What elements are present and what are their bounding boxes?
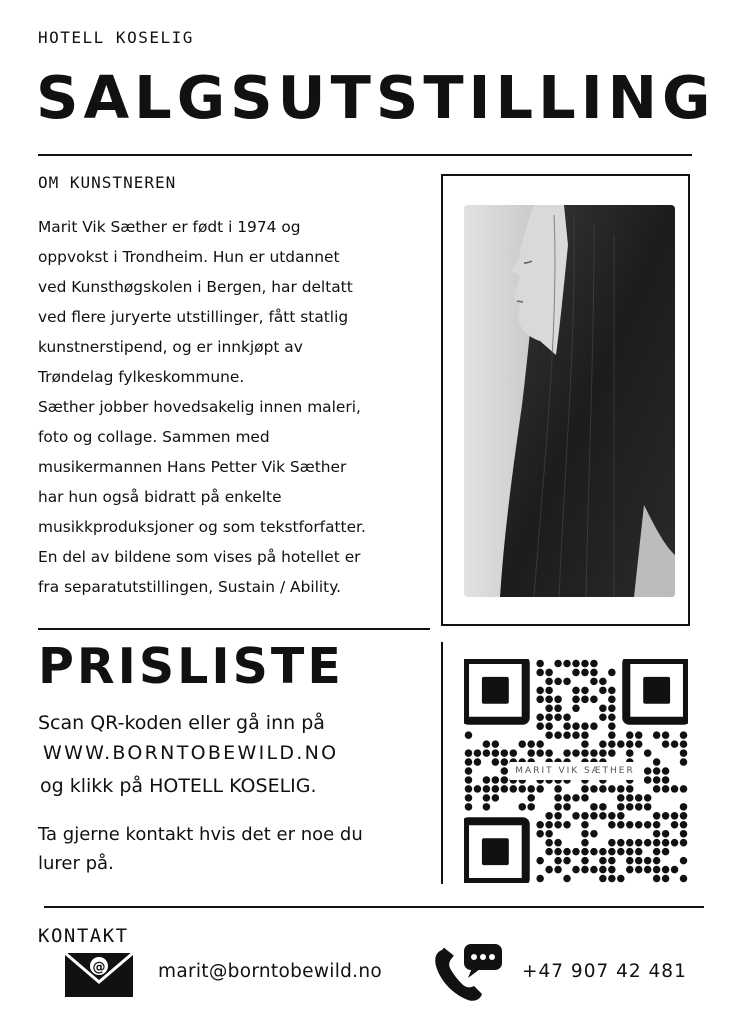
qr-module — [644, 866, 652, 874]
qr-module — [635, 731, 643, 739]
qr-module — [671, 812, 679, 820]
qr-module — [653, 767, 661, 775]
qr-module — [581, 687, 589, 695]
qr-module — [492, 740, 500, 748]
qr-module — [465, 794, 473, 802]
qr-caption: MARIT VIK SÆTHER — [510, 762, 640, 780]
qr-module — [581, 740, 589, 748]
qr-module — [563, 848, 571, 856]
qr-module — [590, 696, 598, 704]
artist-section-label: OM KUNSTNEREN — [38, 173, 177, 192]
qr-module — [545, 687, 553, 695]
qr-module — [563, 731, 571, 739]
qr-module — [545, 696, 553, 704]
qr-module — [608, 812, 616, 820]
qr-module — [680, 731, 688, 739]
qr-module — [653, 731, 661, 739]
qr-module — [545, 812, 553, 820]
qr-module — [653, 866, 661, 874]
qr-module — [581, 731, 589, 739]
qr-module — [599, 848, 607, 856]
qr-module — [680, 839, 688, 847]
qr-module — [662, 812, 670, 820]
qr-module — [635, 794, 643, 802]
qr-module — [563, 713, 571, 721]
qr-module — [680, 830, 688, 838]
qr-module — [581, 669, 589, 677]
website-link[interactable]: WWW.BORNTOBEWILD.NO — [43, 742, 339, 764]
qr-module — [563, 722, 571, 730]
qr-module — [545, 848, 553, 856]
qr-module — [563, 857, 571, 865]
qr-module — [536, 696, 544, 704]
qr-module — [653, 776, 661, 784]
qr-module — [581, 848, 589, 856]
qr-module — [626, 803, 634, 811]
qr-module — [483, 785, 491, 793]
qr-module — [554, 696, 562, 704]
qr-module — [662, 731, 670, 739]
qr-finder-inner — [643, 677, 670, 704]
qr-module — [617, 740, 625, 748]
qr-module — [590, 803, 598, 811]
qr-module — [581, 696, 589, 704]
phone-chat-icon — [434, 944, 504, 1002]
qr-module — [626, 848, 634, 856]
qr-module — [653, 857, 661, 865]
qr-module — [662, 785, 670, 793]
qr-module — [599, 857, 607, 865]
qr-module — [554, 731, 562, 739]
qr-module — [626, 857, 634, 865]
qr-module — [572, 794, 580, 802]
qr-module — [518, 740, 526, 748]
qr-module — [581, 830, 589, 838]
qr-module — [563, 749, 571, 757]
qr-module — [617, 839, 625, 847]
qr-module — [644, 821, 652, 829]
qr-module — [662, 866, 670, 874]
qr-module — [608, 687, 616, 695]
qr-module — [554, 713, 562, 721]
qr-module — [590, 785, 598, 793]
qr-module — [608, 821, 616, 829]
qr-module — [501, 758, 509, 766]
qr-module — [581, 839, 589, 847]
qr-module — [554, 866, 562, 874]
qr-module — [536, 713, 544, 721]
qr-module — [617, 803, 625, 811]
qr-module — [510, 785, 518, 793]
qr-module — [483, 803, 491, 811]
qr-module — [635, 857, 643, 865]
qr-module — [680, 749, 688, 757]
qr-module — [545, 722, 553, 730]
qr-module — [474, 758, 482, 766]
qr-module — [501, 749, 509, 757]
qr-module — [501, 785, 509, 793]
qr-module — [465, 767, 473, 775]
qr-module — [599, 866, 607, 874]
qr-module — [536, 660, 544, 668]
qr-module — [572, 749, 580, 757]
qr-module — [653, 812, 661, 820]
qr-module — [572, 731, 580, 739]
qr-module — [608, 857, 616, 865]
artist-bio: Marit Vik Sæther er født i 1974 og oppvokst i Trondheim. Hun er utdannet ved Kunsthøgskolen i Bergen, har deltatt ved flere juryerte utstillinger, fått statlig kunstnerstipend, og er innkjøpt av Trøndelag fylkeskommune. Sæther jobber hovedsakelig innen maleri, foto og collage. Sammen med musikermannen Hans Petter Vik Sæther har hun også bidratt på enkelte musikkproduksjoner og som tekstforfatter. En del av bildene som vises på hotellet er fra separatutstillingen, Sustain / Ability. — [38, 218, 366, 596]
qr-module — [617, 848, 625, 856]
qr-module — [581, 812, 589, 820]
qr-module — [635, 866, 643, 874]
qr-module — [599, 687, 607, 695]
qr-module — [554, 785, 562, 793]
qr-module — [653, 848, 661, 856]
qr-module — [608, 731, 616, 739]
qr-module — [590, 722, 598, 730]
qr-module — [626, 821, 634, 829]
qr-finder-inner — [482, 838, 509, 865]
qr-module — [671, 740, 679, 748]
qr-module — [554, 839, 562, 847]
qr-module — [617, 785, 625, 793]
qr-module — [545, 866, 553, 874]
qr-module — [563, 821, 571, 829]
contact-label: KONTAKT — [38, 925, 129, 947]
qr-module — [662, 839, 670, 847]
qr-module — [527, 803, 535, 811]
qr-module — [608, 696, 616, 704]
qr-module — [581, 857, 589, 865]
middle-divider — [38, 628, 430, 630]
qr-module — [626, 785, 634, 793]
qr-module — [635, 803, 643, 811]
qr-module — [492, 749, 500, 757]
qr-module — [671, 821, 679, 829]
qr-module — [608, 713, 616, 721]
qr-module — [563, 660, 571, 668]
qr-module — [608, 740, 616, 748]
qr-module — [492, 776, 500, 784]
qr-module — [590, 848, 598, 856]
qr-module — [599, 705, 607, 713]
qr-module — [680, 875, 688, 883]
qr-module — [554, 678, 562, 686]
qr-module — [554, 848, 562, 856]
qr-module — [545, 731, 553, 739]
qr-module — [474, 749, 482, 757]
vertical-divider — [441, 642, 443, 884]
qr-module — [608, 749, 616, 757]
qr-module — [608, 722, 616, 730]
qr-module — [671, 839, 679, 847]
qr-module — [501, 767, 509, 775]
qr-module — [527, 785, 535, 793]
qr-module — [518, 803, 526, 811]
qr-module — [644, 857, 652, 865]
qr-module — [572, 722, 580, 730]
qr-module — [572, 696, 580, 704]
qr-module — [590, 866, 598, 874]
qr-module — [644, 794, 652, 802]
qr-module — [608, 848, 616, 856]
qr-module — [554, 705, 562, 713]
qr-module — [617, 821, 625, 829]
qr-module — [644, 776, 652, 784]
qr-module — [536, 857, 544, 865]
qr-module — [581, 794, 589, 802]
contact-note: Ta gjerne kontakt hvis det er noe du lurer på. — [38, 824, 363, 874]
qr-module — [626, 749, 634, 757]
qr-module — [599, 678, 607, 686]
qr-module — [545, 713, 553, 721]
qr-module — [635, 839, 643, 847]
qr-module — [545, 830, 553, 838]
qr-module — [608, 705, 616, 713]
qr-module — [545, 669, 553, 677]
qr-module — [617, 875, 625, 883]
qr-module — [635, 848, 643, 856]
envelope-icon — [64, 952, 134, 998]
qr-module — [581, 722, 589, 730]
qr-module — [653, 830, 661, 838]
qr-module — [653, 758, 661, 766]
qr-module — [680, 803, 688, 811]
qr-module — [465, 731, 473, 739]
qr-module — [536, 785, 544, 793]
qr-module — [662, 875, 670, 883]
qr-module — [680, 857, 688, 865]
qr-module — [536, 687, 544, 695]
qr-module — [545, 678, 553, 686]
click-instruction: og klikk på HOTELL KOSELIG. — [40, 775, 317, 797]
qr-module — [608, 875, 616, 883]
qr-module — [590, 678, 598, 686]
qr-module — [554, 857, 562, 865]
qr-module — [680, 821, 688, 829]
artist-portrait-photo — [464, 205, 675, 597]
top-divider — [38, 154, 692, 156]
qr-module — [545, 839, 553, 847]
qr-module — [501, 776, 509, 784]
qr-module — [581, 749, 589, 757]
hotel-name: HOTELL KOSELIG — [38, 28, 194, 47]
qr-module — [465, 776, 473, 784]
qr-module — [554, 794, 562, 802]
qr-module — [483, 749, 491, 757]
qr-module — [563, 875, 571, 883]
qr-module — [572, 848, 580, 856]
qr-module — [572, 705, 580, 713]
qr-module — [635, 740, 643, 748]
qr-module — [626, 839, 634, 847]
qr-module — [536, 740, 544, 748]
qr-module — [563, 678, 571, 686]
qr-module — [536, 821, 544, 829]
qr-module — [608, 866, 616, 874]
qr-module — [572, 866, 580, 874]
qr-module — [465, 803, 473, 811]
qr-module — [527, 794, 535, 802]
qr-module — [680, 740, 688, 748]
qr-module — [653, 821, 661, 829]
qr-module — [680, 812, 688, 820]
qr-module — [599, 803, 607, 811]
qr-module — [626, 731, 634, 739]
page-title: SALGSUTSTILLING — [36, 63, 716, 132]
qr-module — [474, 785, 482, 793]
qr-module — [653, 839, 661, 847]
qr-module — [662, 776, 670, 784]
qr-module — [671, 785, 679, 793]
qr-module — [608, 669, 616, 677]
qr-module — [536, 749, 544, 757]
qr-module — [662, 767, 670, 775]
qr-module — [572, 669, 580, 677]
qr-module — [554, 803, 562, 811]
qr-module — [536, 875, 544, 883]
qr-module — [590, 812, 598, 820]
qr-module — [617, 794, 625, 802]
bottom-divider — [44, 906, 704, 908]
qr-module — [626, 794, 634, 802]
qr-module — [671, 866, 679, 874]
qr-module — [653, 875, 661, 883]
qr-module — [590, 830, 598, 838]
qr-module — [518, 785, 526, 793]
qr-module — [590, 669, 598, 677]
qr-module — [545, 749, 553, 757]
qr-module — [680, 758, 688, 766]
qr-module — [590, 660, 598, 668]
qr-module — [483, 776, 491, 784]
qr-module — [563, 803, 571, 811]
qr-module — [554, 821, 562, 829]
qr-module — [483, 740, 491, 748]
qr-module — [554, 812, 562, 820]
qr-module — [536, 830, 544, 838]
email-link[interactable]: marit@borntobewild.no — [158, 961, 382, 982]
pricelist-title: PRISLISTE — [38, 638, 344, 695]
qr-module — [653, 785, 661, 793]
qr-module — [572, 812, 580, 820]
qr-module — [608, 785, 616, 793]
qr-module — [599, 812, 607, 820]
qr-module — [662, 848, 670, 856]
svg-text:@: @ — [92, 960, 106, 975]
qr-module — [662, 830, 670, 838]
qr-module — [563, 794, 571, 802]
qr-module — [599, 749, 607, 757]
qr-module — [635, 821, 643, 829]
qr-module — [465, 785, 473, 793]
phone-number[interactable]: +47 907 42 481 — [522, 961, 687, 982]
qr-module — [465, 749, 473, 757]
qr-module — [644, 803, 652, 811]
qr-module — [492, 785, 500, 793]
qr-module — [680, 785, 688, 793]
qr-module — [599, 785, 607, 793]
qr-module — [545, 821, 553, 829]
qr-module — [465, 758, 473, 766]
qr-module — [599, 740, 607, 748]
qr-module — [599, 713, 607, 721]
qr-finder-inner — [482, 677, 509, 704]
qr-module — [599, 875, 607, 883]
qr-module — [492, 758, 500, 766]
qr-module — [644, 767, 652, 775]
qr-module — [536, 722, 544, 730]
qr-module — [644, 839, 652, 847]
qr-module — [581, 660, 589, 668]
qr-module — [545, 705, 553, 713]
qr-module — [644, 749, 652, 757]
artist-photo-frame — [441, 174, 690, 626]
qr-module — [527, 740, 535, 748]
qr-module — [590, 749, 598, 757]
qr-module — [626, 866, 634, 874]
qr-module — [662, 740, 670, 748]
qr-module — [483, 794, 491, 802]
qr-module — [581, 785, 589, 793]
qr-module — [572, 687, 580, 695]
qr-module — [536, 669, 544, 677]
qr-module — [510, 749, 518, 757]
qr-module — [617, 812, 625, 820]
qr-module — [554, 660, 562, 668]
qr-module — [608, 839, 616, 847]
qr-module — [626, 740, 634, 748]
qr-module — [581, 866, 589, 874]
qr-module — [572, 660, 580, 668]
qr-module — [492, 794, 500, 802]
qr-module — [581, 821, 589, 829]
scan-instruction: Scan QR-koden eller gå inn på — [38, 712, 325, 734]
qr-module — [527, 749, 535, 757]
